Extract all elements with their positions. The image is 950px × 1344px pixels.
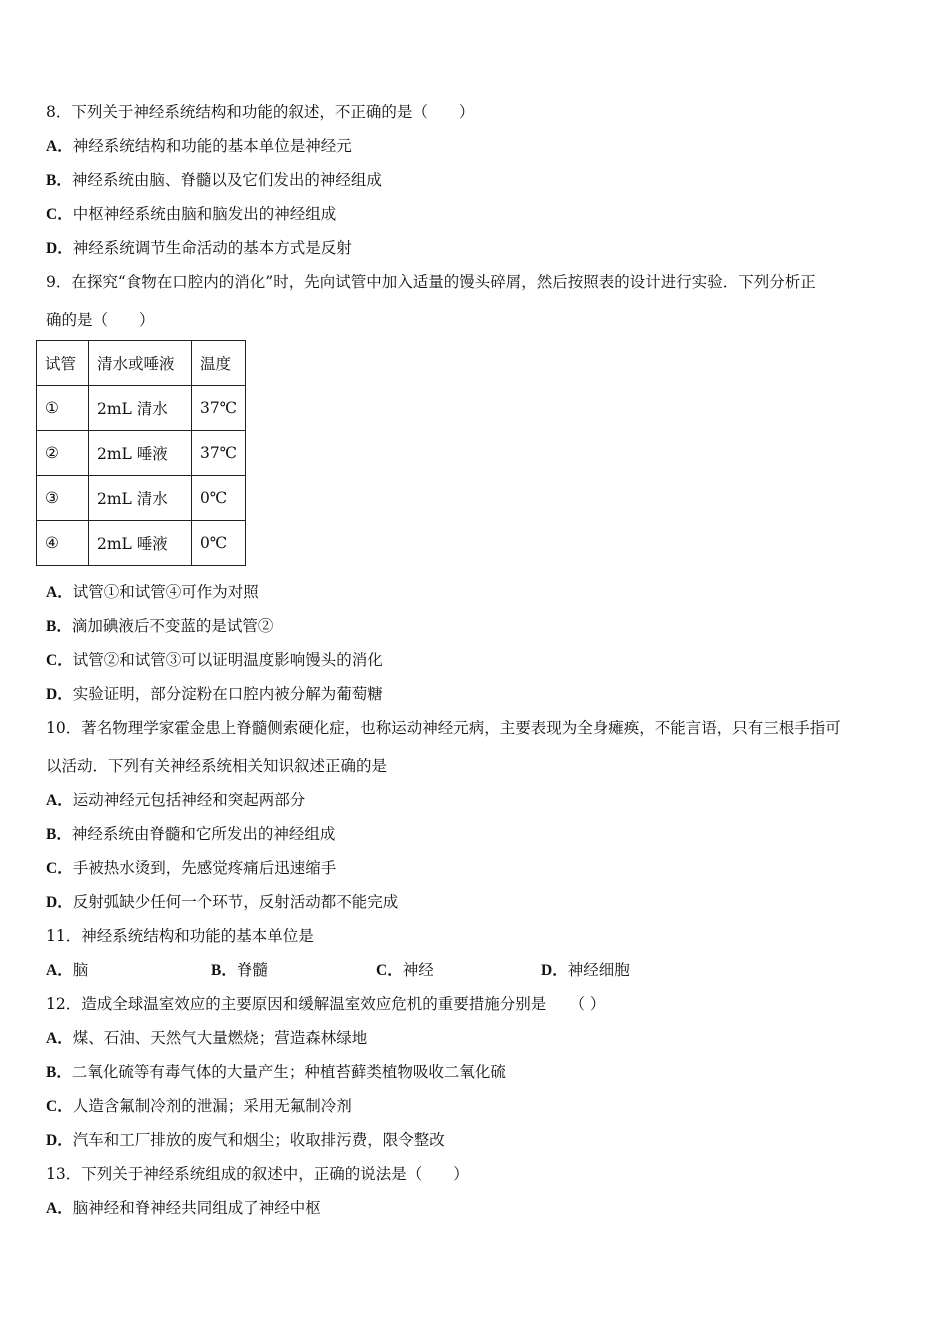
table-cell: ③: [37, 476, 89, 521]
q12-option-b: B．二氧化硫等有毒气体的大量产生；种植苔藓类植物吸收二氧化硫: [46, 1063, 506, 1081]
table-cell: ④: [37, 521, 89, 566]
table-cell: 0℃: [192, 521, 246, 566]
table-header-cell: 试管: [37, 341, 89, 386]
table-cell: 2mL 清水: [89, 386, 192, 431]
q8-option-c: C．中枢神经系统由脑和脑发出的神经组成: [46, 205, 337, 223]
q13-stem: 13．下列关于神经系统组成的叙述中，正确的说法是（ ）: [46, 1165, 469, 1183]
q10-stem-line1: 10．著名物理学家霍金患上脊髓侧索硬化症，也称运动神经元病，主要表现为全身瘫痪，不能言语，只有三根手指可: [46, 719, 841, 737]
table-row: [37, 386, 246, 431]
table-cell: 0℃: [192, 476, 246, 521]
q9-option-b: B．滴加碘液后不变蓝的是试管②: [46, 617, 274, 635]
q9-stem-line2: 确的是（ ）: [46, 311, 155, 329]
q9-stem-line1: 9．在探究“食物在口腔内的消化”时，先向试管中加入适量的馒头碎屑，然后按照表的设计进行实验．下列分析正: [46, 273, 816, 291]
q10-option-a: A．运动神经元包括神经和突起两部分: [46, 791, 306, 809]
q8-option-b: B．神经系统由脑、脊髓以及它们发出的神经组成: [46, 171, 382, 189]
q8-stem: 8．下列关于神经系统结构和功能的叙述，不正确的是（ ）: [46, 103, 475, 121]
table-cell: ②: [37, 431, 89, 476]
q9-option-c: C．试管②和试管③可以证明温度影响馒头的消化: [46, 651, 383, 669]
q10-stem-line2: 以活动．下列有关神经系统相关知识叙述正确的是: [46, 757, 388, 775]
table-row: [37, 521, 246, 566]
table-cell: 37℃: [192, 386, 246, 431]
q13-option-a: A．脑神经和脊神经共同组成了神经中枢: [46, 1199, 321, 1217]
q12-option-c: C．人造含氟制冷剂的泄漏；采用无氟制冷剂: [46, 1097, 352, 1115]
table-cell: 2mL 清水: [89, 476, 192, 521]
table-header-row: [37, 341, 246, 386]
q12-option-d: D．汽车和工厂排放的废气和烟尘；收取排污费，限令整改: [46, 1131, 445, 1149]
table-row: [37, 476, 246, 521]
q11-option-c: C．神经: [376, 961, 434, 979]
q12-stem: 12．造成全球温室效应的主要原因和缓解温室效应危机的重要措施分别是 （ ）: [46, 995, 606, 1013]
q11-option-b: B．脊髓: [211, 961, 268, 979]
q9-option-d: D．实验证明，部分淀粉在口腔内被分解为葡萄糖: [46, 685, 383, 703]
table-cell: ①: [37, 386, 89, 431]
q8-option-d: D．神经系统调节生命活动的基本方式是反射: [46, 239, 352, 257]
table-header-cell: 清水或唾液: [89, 341, 192, 386]
q12-option-a: A．煤、石油、天然气大量燃烧；营造森林绿地: [46, 1029, 368, 1047]
q11-stem: 11．神经系统结构和功能的基本单位是: [46, 927, 314, 945]
q10-option-c: C．手被热水烫到，先感觉疼痛后迅速缩手: [46, 859, 337, 877]
experiment-table: [36, 340, 246, 566]
q11-option-d: D．神经细胞: [541, 961, 630, 979]
q11-option-a: A．脑: [46, 961, 89, 979]
table-header-cell: 温度: [192, 341, 246, 386]
q10-option-b: B．神经系统由脊髓和它所发出的神经组成: [46, 825, 336, 843]
q10-option-d: D．反射弧缺少任何一个环节，反射活动都不能完成: [46, 893, 399, 911]
table-cell: 2mL 唾液: [89, 431, 192, 476]
table-cell: 37℃: [192, 431, 246, 476]
table-row: [37, 431, 246, 476]
table-cell: 2mL 唾液: [89, 521, 192, 566]
q8-option-a: A．神经系统结构和功能的基本单位是神经元: [46, 137, 352, 155]
q9-option-a: A．试管①和试管④可作为对照: [46, 583, 259, 601]
